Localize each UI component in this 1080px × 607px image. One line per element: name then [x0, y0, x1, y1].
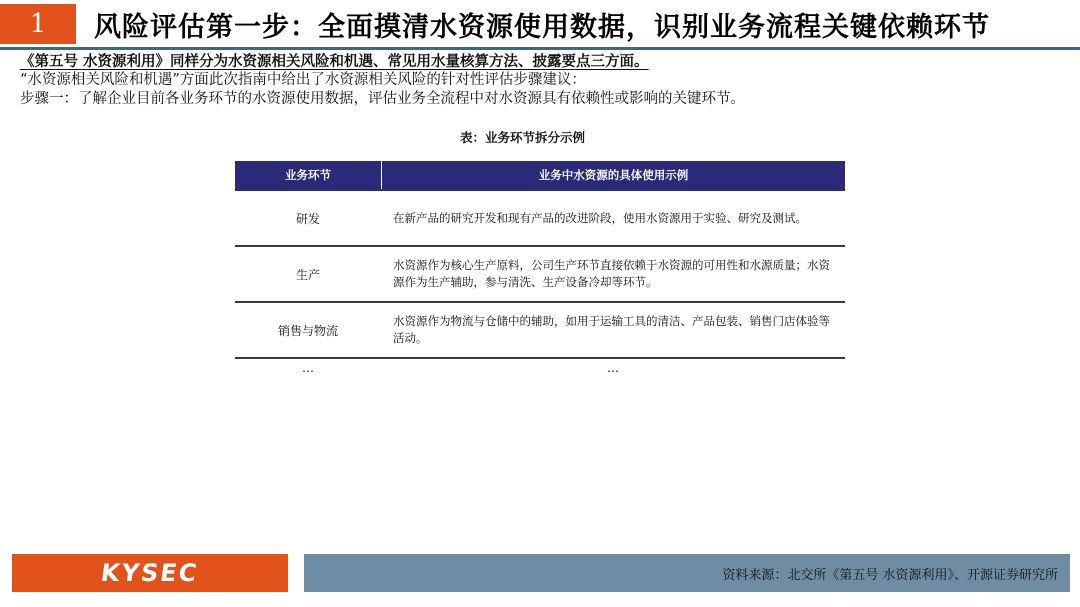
kysec-logo — [12, 554, 288, 592]
business-step-table — [235, 161, 845, 377]
section-number-badge: 1 — [0, 4, 76, 44]
table-cell-step: 生产 — [295, 267, 320, 282]
source-note: 资料来源：北交所《第五号 水资源利用》、开源证券研究所 — [722, 567, 1058, 583]
intro-line-3: 步骤一：了解企业目前各业务环节的水资源使用数据，评估业务全流程中对水资源具有依赖性或影响的关键环节。 — [20, 91, 745, 107]
table-cell-example: 在新产品的研究开发和现有产品的改进阶段，使用水资源用于实验、研究及测试。 — [393, 210, 807, 225]
table-row-ellipsis — [235, 359, 845, 377]
table-cell-example: … — [607, 361, 619, 375]
table-header-cell: 业务中水资源的具体使用示例 — [538, 168, 689, 182]
footer-bar — [304, 554, 1070, 592]
header-divider — [0, 47, 1080, 50]
table-header-cell: 业务环节 — [235, 161, 382, 189]
table-row — [235, 191, 845, 247]
table-cell-step: … — [302, 361, 314, 375]
table-cell-example: 水资源作为核心生产原料，公司生产环节直接依赖于水资源的可用性和水源质量；水资源作为生产辅助，参与清洗、生产设备冷却等环节。 — [393, 258, 830, 289]
table-cell-example: 水资源作为物流与仓储中的辅助，如用于运输工具的清洁、产品包装、销售门店体验等活动。 — [393, 314, 830, 345]
intro-line-2: “水资源相关风险和机遇”方面此次指南中给出了水资源相关风险的针对性评估步骤建议： — [20, 72, 586, 88]
slide-title: 风险评估第一步：全面摸清水资源使用数据，识别业务流程关键依赖环节 — [94, 11, 990, 43]
table-header-row — [235, 161, 845, 191]
table-cell-step: 研发 — [295, 211, 320, 226]
table-cell-step: 销售与物流 — [277, 323, 338, 338]
intro-line-1: 《第五号 水资源利用》同样分为水资源相关风险和机遇、常见用水量核算方法、披露要点三方面。 — [20, 53, 649, 70]
logo-text: KYSEC — [99, 559, 201, 587]
intro-text — [20, 52, 1070, 109]
table-row — [235, 247, 845, 303]
table-caption: 表：业务环节拆分示例 — [460, 130, 586, 145]
table-row — [235, 303, 845, 359]
